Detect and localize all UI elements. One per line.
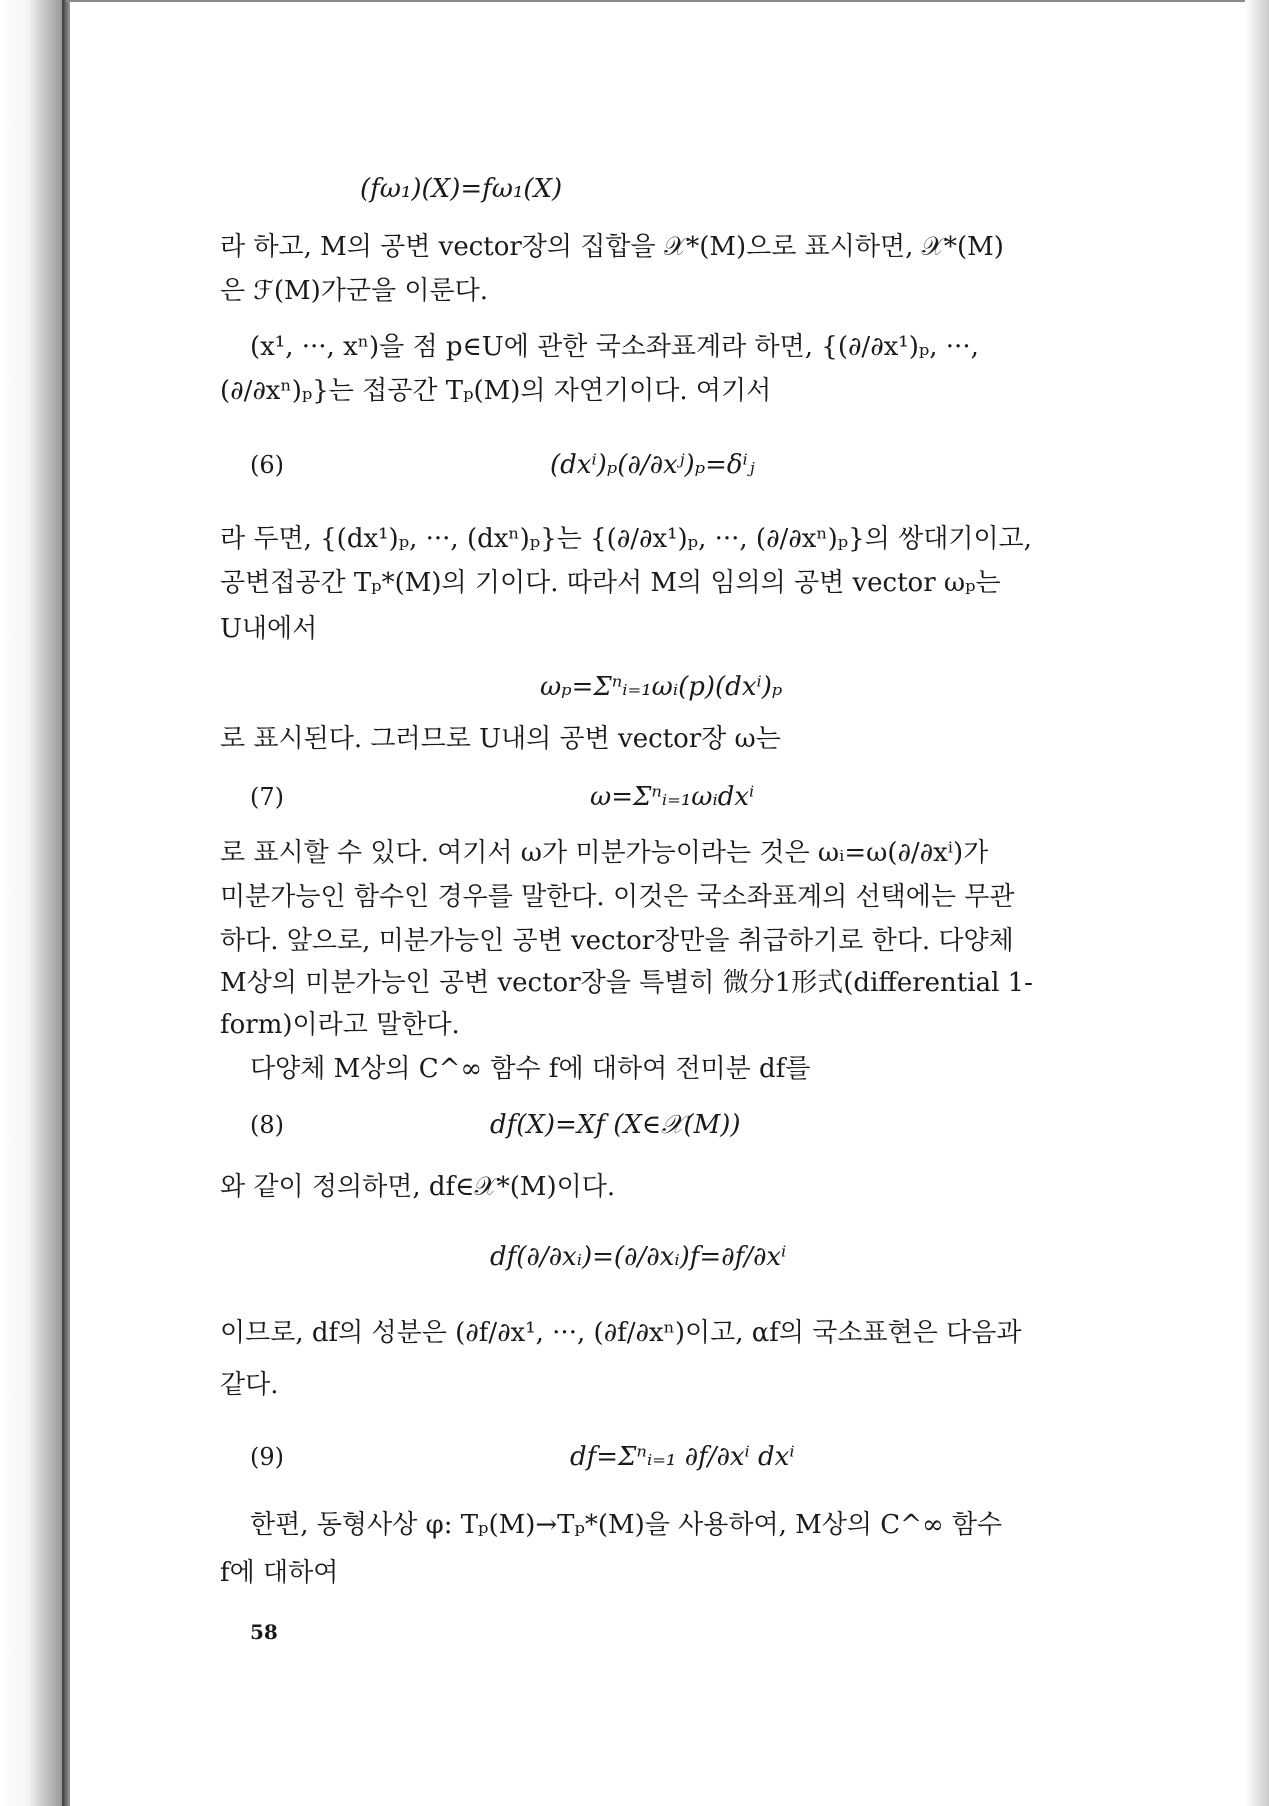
text-line: 와 같이 정의하면, df∈𝒳*(M)이다. (220, 1172, 616, 1202)
text-line: (∂/∂xⁿ)ₚ}는 접공간 Tₚ(M)의 자연기이다. 여기서 (220, 376, 772, 406)
text-line: 다양체 M상의 C^∞ 함수 f에 대하여 전미분 df를 (250, 1054, 811, 1084)
page-binding-shadow (0, 0, 70, 1806)
book-page (220, 0, 1120, 1806)
text-line: 라 두면, {(dx¹)ₚ, ···, (dxⁿ)ₚ}는 {(∂/∂x¹)ₚ, ···, (∂/∂xⁿ)ₚ}의 쌍대기이고, (220, 524, 1032, 554)
text-line: 하다. 앞으로, 미분가능인 공변 vector장만을 취급하기로 한다. 다양체 (220, 926, 1014, 956)
text-line: 공변접공간 Tₚ*(M)의 기이다. 따라서 M의 임의의 공변 vector ωₚ는 (220, 568, 1001, 598)
text-line: U내에서 (220, 614, 318, 644)
text-line: 라 하고, M의 공변 vector장의 집합을 𝒳*(M)으로 표시하면, 𝒳*(M) (220, 232, 1004, 262)
text-line: (x¹, ···, xⁿ)을 점 p∈U에 관한 국소좌표계라 하면, {(∂/∂x¹)ₚ, ···, (250, 332, 979, 362)
text-line: 로 표시된다. 그러므로 U내의 공변 vector장 ω는 (220, 724, 781, 754)
text-line: 은 ℱ(M)가군을 이룬다. (220, 276, 488, 306)
equation-number: (8) (250, 1111, 284, 1139)
page-right-edge (1245, 0, 1269, 1806)
text-line: 이므로, df의 성분은 (∂f/∂x¹, ···, (∂f/∂xⁿ)이고, αf의 국소표현은 다음과 (220, 1318, 1022, 1348)
text-line: 미분가능인 함수인 경우를 말한다. 이것은 국소좌표계의 선택에는 무관 (220, 882, 1015, 912)
equation-number: (6) (250, 451, 284, 479)
text-line: M상의 미분가능인 공변 vector장을 특별히 微分1形式(differential 1- (220, 968, 1033, 998)
text-line: 한편, 동형사상 φ: Tₚ(M)→Tₚ*(M)을 사용하여, M상의 C^∞ 함수 (250, 1510, 1003, 1540)
equation-7: ω=Σⁿᵢ₌₁ωᵢdxⁱ (590, 782, 755, 812)
equation-number: (7) (250, 783, 284, 811)
equation-8: df(X)=Xf (X∈𝒳(M)) (490, 1110, 741, 1140)
equation-df-partial: df(∂/∂xᵢ)=(∂/∂xᵢ)f=∂f/∂xⁱ (490, 1242, 787, 1272)
equation-9: df=Σⁿᵢ₌₁ ∂f/∂xⁱ dxⁱ (570, 1442, 795, 1472)
page-binding-edge (62, 0, 70, 1806)
text-line: f에 대하여 (220, 1558, 339, 1588)
equation-number: (9) (250, 1443, 284, 1471)
equation-6: (dxⁱ)ₚ(∂/∂xʲ)ₚ=δⁱⱼ (550, 450, 755, 480)
equation-f-omega: (fω₁)(X)=fω₁(X) (360, 174, 563, 204)
equation-omega-p: ωₚ=Σⁿᵢ₌₁ωᵢ(p)(dxⁱ)ₚ (540, 672, 783, 702)
page-number: 58 (250, 1620, 278, 1644)
text-line: 같다. (220, 1370, 279, 1400)
text-line: form)이라고 말한다. (220, 1010, 460, 1040)
text-line: 로 표시할 수 있다. 여기서 ω가 미분가능이라는 것은 ωᵢ=ω(∂/∂xⁱ)가 (220, 838, 989, 868)
